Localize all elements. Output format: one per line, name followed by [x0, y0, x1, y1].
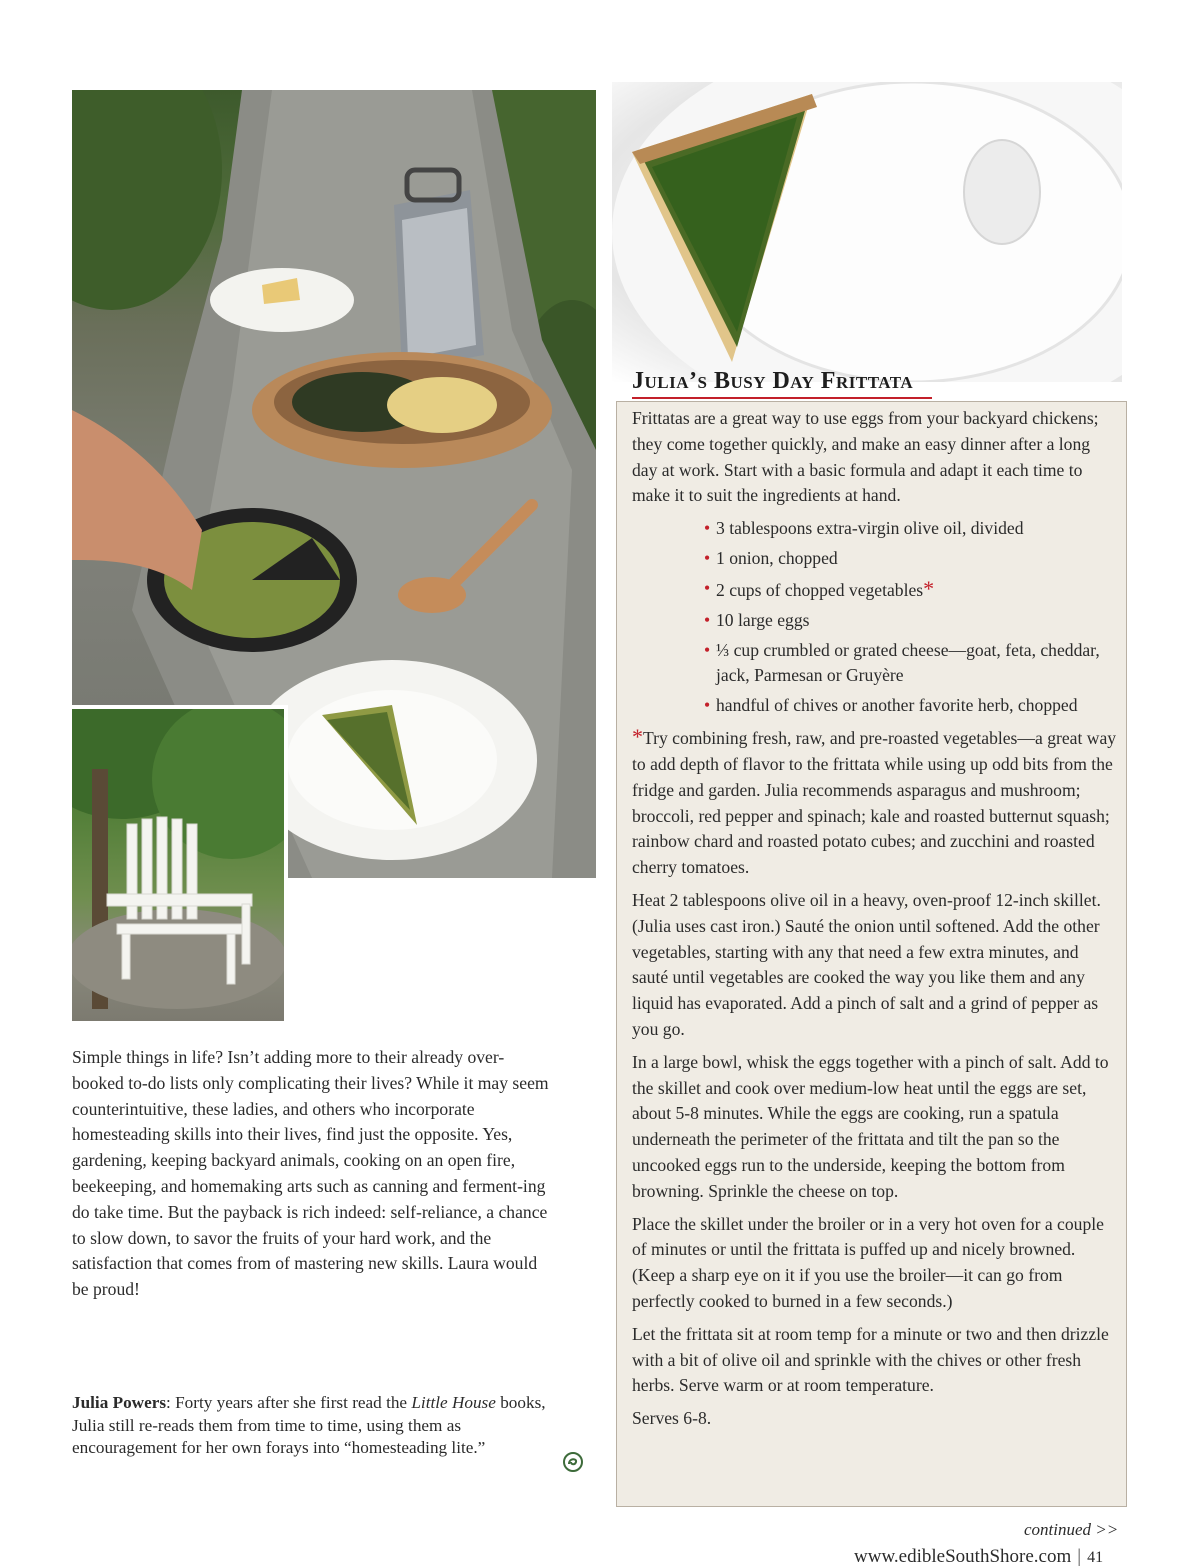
title-underline: [632, 397, 932, 399]
asterisk-icon: *: [632, 724, 643, 750]
garden-chair-photo: [72, 705, 288, 1021]
website-url[interactable]: www.edibleSouthShore.com: [854, 1546, 1072, 1567]
article-body: Simple things in life? Isn’t adding more to their already over-booked to-do lists only complicating their lives? While it may seem counterintuitive, these ladies, and others who incorporate homesteading skills into their lives, find just the opposite. Yes, gardening, keeping backyard animals, cooking on an open fire, beekeeping, and homemaking arts such as canning and ferment-ing do take time. But the payback is rich indeed: self-reliance, a chance to slow down, to savor the fruits of your hard work, and the satisfaction that comes from of mastering new skills. Laura would be proud!: [72, 1047, 549, 1300]
ingredient-list: [632, 516, 1118, 718]
recipe-step: Place the skillet under the broiler or in a very hot oven for a couple of minutes or until the frittata is puffed up and nicely browned. (Keep a sharp eye on it if you use the broiler—it can go from perfectly cooked to burned in a few seconds.): [632, 1213, 1104, 1311]
recipe-step: Heat 2 tablespoons olive oil in a heavy, oven-proof 12-inch skillet. (Julia uses cast iron.) Sauté the onion until softened. Add the other vegetables, starting with any that need a few extra minutes, and sauté until vegetables are cooked the way you like them and any liquid has evaporated. Add a pinch of salt and a grind of pepper as you go.: [632, 889, 1101, 1039]
recipe-step: In a large bowl, whisk the eggs together with a pinch of salt. Add to the skillet and cook over medium-low heat until the eggs are set, about 5-8 minutes. While the eggs are cooking, run a spatula underneath the perimeter of the frittata and tilt the pan so the uncooked eggs run to the underside, keeping the bottom from browning. Sprinkle the cheese on top.: [632, 1051, 1109, 1201]
ingredient-item: • 3 tablespoons extra-virgin olive oil, divided: [704, 516, 1118, 541]
ingredient-item: • ⅓ cup crumbled or grated cheese—goat, feta, cheddar, jack, Parmesan or Gruyère: [704, 640, 1100, 686]
end-mark-icon: [563, 1452, 583, 1472]
page-footer: [854, 1546, 1132, 1568]
bullet-icon: •: [704, 548, 711, 569]
ingredient-item: • 1 onion, chopped: [704, 546, 1118, 571]
recipe-tip: *Try combining fresh, raw, and pre-roasted vegetables—a great way to add depth of flavor to the frittata while using up odd bits from the fridge and garden. Julia recommends asparagus and mushroom; broccoli, red pepper and spinach; kale and roasted butternut squash; rainbow chard and roasted potato cubes; and zucchini and roasted cherry tomatoes.: [632, 724, 1117, 878]
recipe-title: Julia’s Busy Day Frittata: [632, 368, 914, 394]
recipe-content: [632, 406, 1118, 1439]
page-number: 41: [1087, 1549, 1104, 1566]
ingredient-item: • handful of chives or another favorite herb, chopped: [704, 693, 1118, 718]
bullet-icon: •: [704, 518, 711, 539]
book-title: Little House: [411, 1393, 496, 1412]
asterisk-icon: *: [923, 576, 935, 602]
recipe-intro: Frittatas are a great way to use eggs from your backyard chickens; they come together quickly, and make an easy dinner after a long day at work. Start with a basic formula and adapt it each time to make it to suit the ingredients at hand.: [632, 408, 1099, 506]
bullet-icon: •: [704, 640, 711, 661]
recipe-step: Let the frittata sit at room temp for a minute or two and then drizzle with a bit of olive oil and sprinkle with the chives or other fresh herbs. Serve warm or at room temperature.: [632, 1323, 1109, 1396]
ingredient-item: • 10 large eggs: [704, 608, 1118, 633]
bullet-icon: •: [704, 578, 711, 599]
bio-name: Julia Powers: [72, 1393, 167, 1412]
recipe-serves: Serves 6-8.: [632, 1408, 712, 1429]
ingredient-item: • 2 cups of chopped vegetables*: [704, 576, 935, 602]
continued-link[interactable]: continued >>: [1024, 1520, 1119, 1539]
bullet-icon: •: [704, 610, 711, 631]
author-bio: Julia Powers: Forty years after she first read the Little House books, Julia still re-reads them from time to time, using them as encouragement for her own forays into “homesteading lite.”: [72, 1393, 546, 1457]
footer-separator: |: [1077, 1546, 1082, 1567]
frittata-slice-photo: [612, 82, 1122, 382]
bullet-icon: •: [704, 695, 711, 716]
